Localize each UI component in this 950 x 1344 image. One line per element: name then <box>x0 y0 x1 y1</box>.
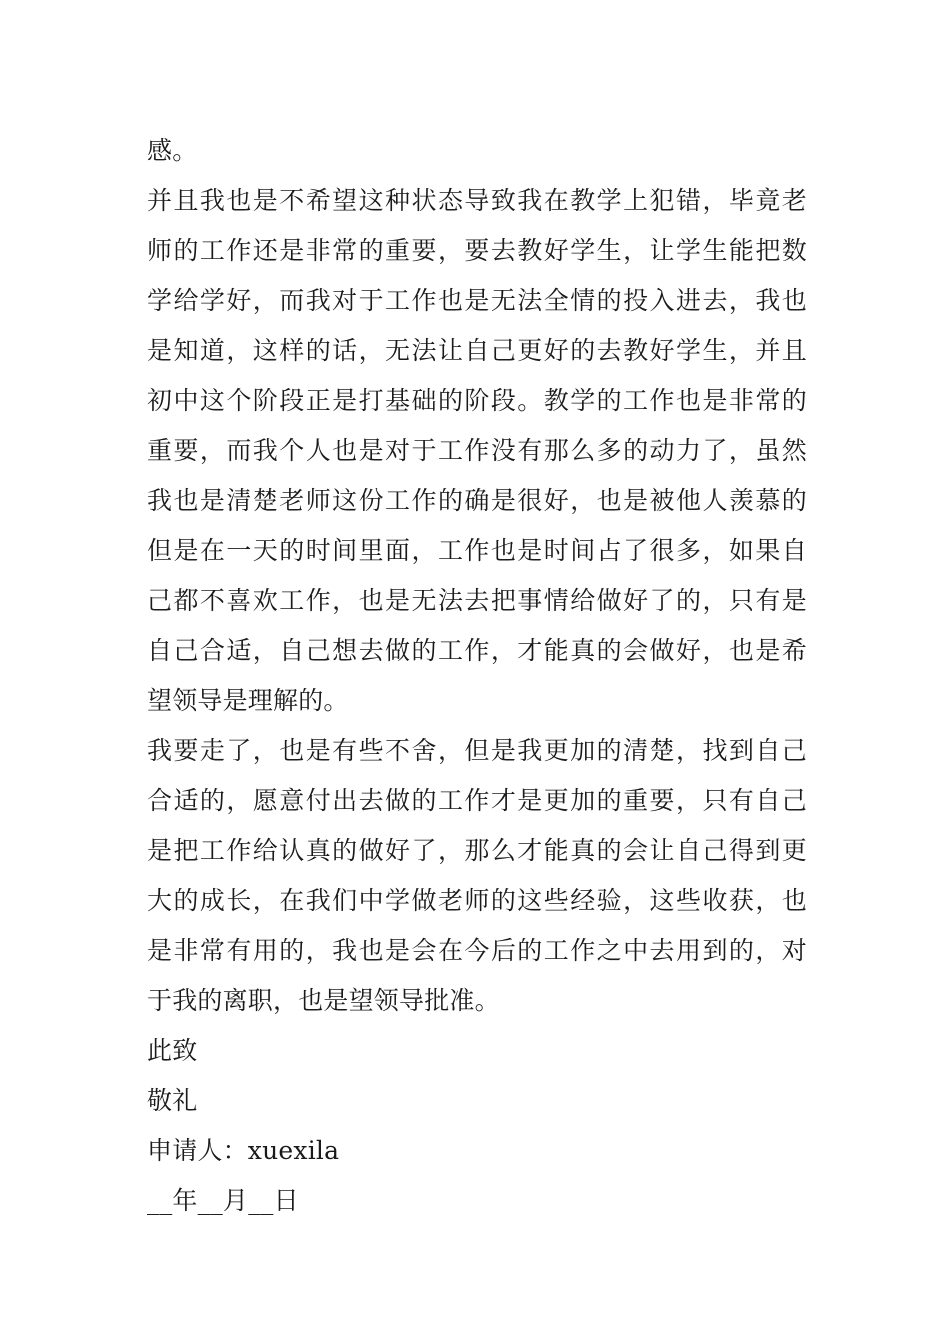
text-line: 是把工作给认真的做好了，那么才能真的会让自己得到更 <box>147 836 807 865</box>
text-line: 学给学好，而我对于工作也是无法全情的投入进去，我也 <box>147 286 807 315</box>
text-line: 己都不喜欢工作，也是无法去把事情给做好了的，只有是 <box>147 586 807 615</box>
text-line: 是非常有用的，我也是会在今后的工作之中去用到的，对 <box>147 936 807 965</box>
text-line: 师的工作还是非常的重要，要去教好学生，让学生能把数 <box>147 236 807 265</box>
text-line: 自己合适，自己想去做的工作，才能真的会做好，也是希 <box>147 636 807 665</box>
text-line: 重要，而我个人也是对于工作没有那么多的动力了，虽然 <box>147 436 807 465</box>
applicant-signature: 申请人：xuexila <box>147 1136 340 1165</box>
text-line: 我要走了，也是有些不舍，但是我更加的清楚，找到自己 <box>147 736 807 765</box>
text-line: 但是在一天的时间里面，工作也是时间占了很多，如果自 <box>147 536 807 565</box>
closing-salutation: 此致 <box>147 1036 198 1065</box>
text-line: 初中这个阶段正是打基础的阶段。教学的工作也是非常的 <box>147 386 807 415</box>
text-line: 感。 <box>147 136 198 165</box>
text-line: 是知道，这样的话，无法让自己更好的去教好学生，并且 <box>147 336 807 365</box>
date-line: __年__月__日 <box>147 1186 299 1215</box>
closing-regards: 敬礼 <box>147 1086 198 1115</box>
text-line: 我也是清楚老师这份工作的确是很好，也是被他人羡慕的 <box>147 486 807 515</box>
text-line: 合适的，愿意付出去做的工作才是更加的重要，只有自己 <box>147 786 807 815</box>
text-line: 并且我也是不希望这种状态导致我在教学上犯错，毕竟老 <box>147 186 807 215</box>
text-line: 于我的离职，也是望领导批准。 <box>147 986 500 1015</box>
text-line: 大的成长，在我们中学做老师的这些经验，这些收获，也 <box>147 886 807 915</box>
letter-body <box>147 126 807 1226</box>
text-line: 望领导是理解的。 <box>147 686 349 715</box>
